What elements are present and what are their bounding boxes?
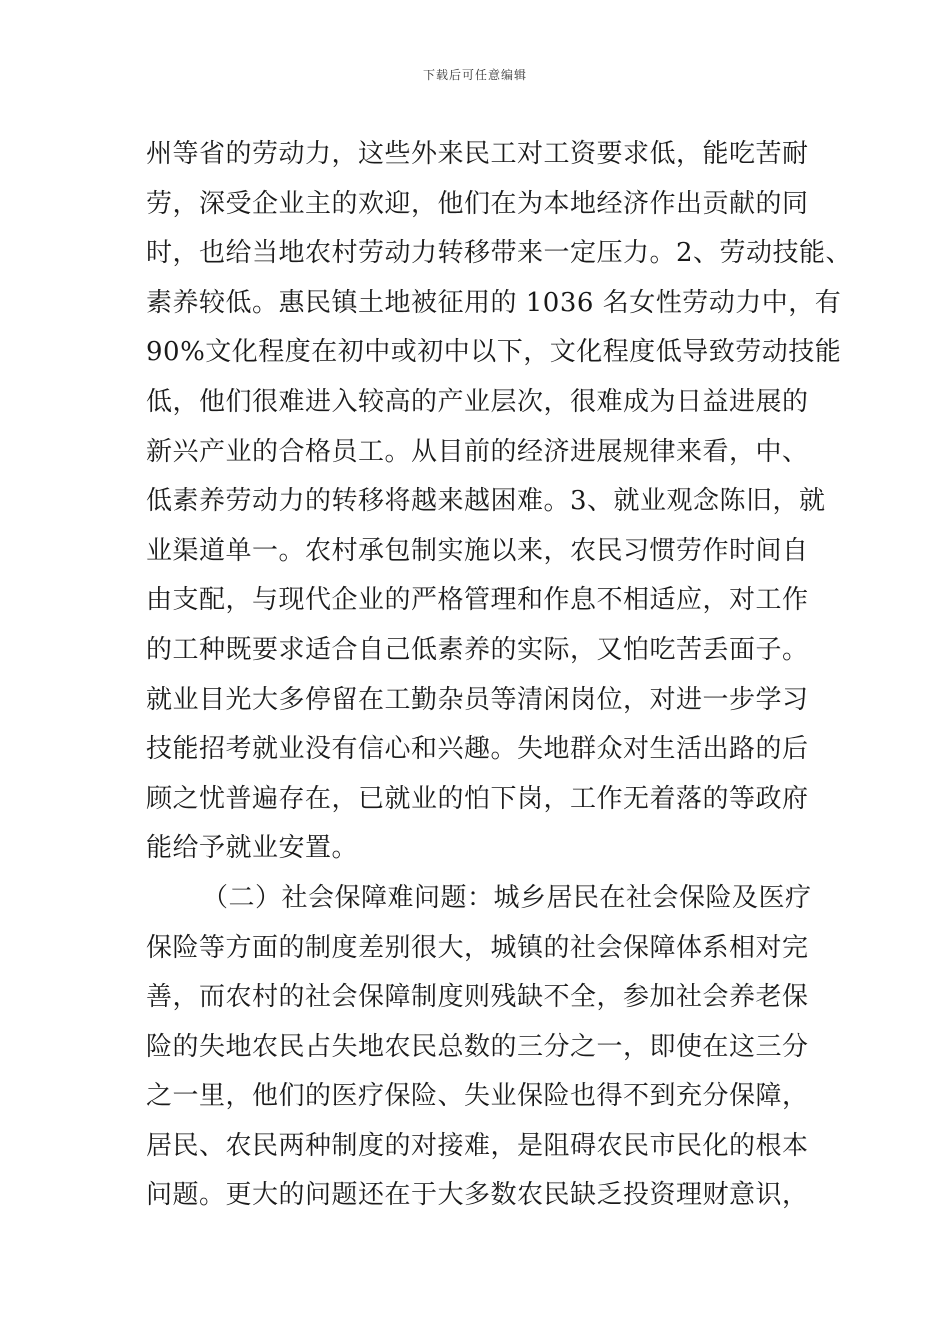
text-line: 低素养劳动力的转移将越来越困难。3、就业观念陈旧，就 bbox=[146, 486, 826, 517]
text-line: 时，也给当地农村劳动力转移带来一定压力。2、劳动技能、 bbox=[146, 238, 853, 269]
text-line: 劳，深受企业主的欢迎，他们在为本地经济作出贡献的同 bbox=[146, 188, 809, 219]
text-line: 低，他们很难进入较高的产业层次，很难成为日益进展的 bbox=[146, 386, 809, 417]
text-line: 的工种既要求适合自己低素养的实际，又怕吃苦丢面子。 bbox=[146, 634, 809, 665]
text-line: 技能招考就业没有信心和兴趣。失地群众对生活出路的后 bbox=[146, 734, 809, 765]
text-line: 州等省的劳动力，这些外来民工对工资要求低，能吃苦耐 bbox=[146, 139, 809, 169]
text-line: 业渠道单一。农村承包制实施以来，农民习惯劳作时间自 bbox=[146, 535, 809, 566]
text-line: 素养较低。惠民镇土地被征用的 1036 名女性劳动力中，有 bbox=[146, 287, 842, 318]
text-line: 能给予就业安置。 bbox=[146, 833, 359, 864]
text-line: 居民、农民两种制度的对接难，是阻碍农民市民化的根本 bbox=[146, 1130, 809, 1161]
text-line: 就业目光大多停留在工勤杂员等清闲岗位，对进一步学习 bbox=[146, 684, 809, 715]
text-line: 之一里，他们的医疗保险、失业保险也得不到充分保障， bbox=[146, 1081, 809, 1112]
paragraph-start-line: （二）社会保障难问题：城乡居民在社会保险及医疗 bbox=[202, 882, 812, 913]
text-line: 险的失地农民占失地农民总数的三分之一，即使在这三分 bbox=[146, 1031, 809, 1062]
page-header: 下载后可任意编辑 bbox=[422, 68, 527, 82]
text-line: 善，而农村的社会保障制度则残缺不全，参加社会养老保 bbox=[146, 982, 809, 1013]
text-line: 保险等方面的制度差别很大，城镇的社会保障体系相对完 bbox=[146, 932, 809, 963]
text-line: 新兴产业的合格员工。从目前的经济进展规律来看，中、 bbox=[146, 436, 809, 467]
text-line: 顾之忧普遍存在，已就业的怕下岗，工作无着落的等政府 bbox=[146, 783, 809, 814]
text-line: 问题。更大的问题还在于大多数农民缺乏投资理财意识， bbox=[146, 1180, 809, 1211]
document-body bbox=[146, 130, 853, 1221]
text-line: 90%文化程度在初中或初中以下，文化程度低导致劳动技能 bbox=[146, 337, 842, 368]
text-line: 由支配，与现代企业的严格管理和作息不相适应，对工作 bbox=[146, 585, 809, 616]
